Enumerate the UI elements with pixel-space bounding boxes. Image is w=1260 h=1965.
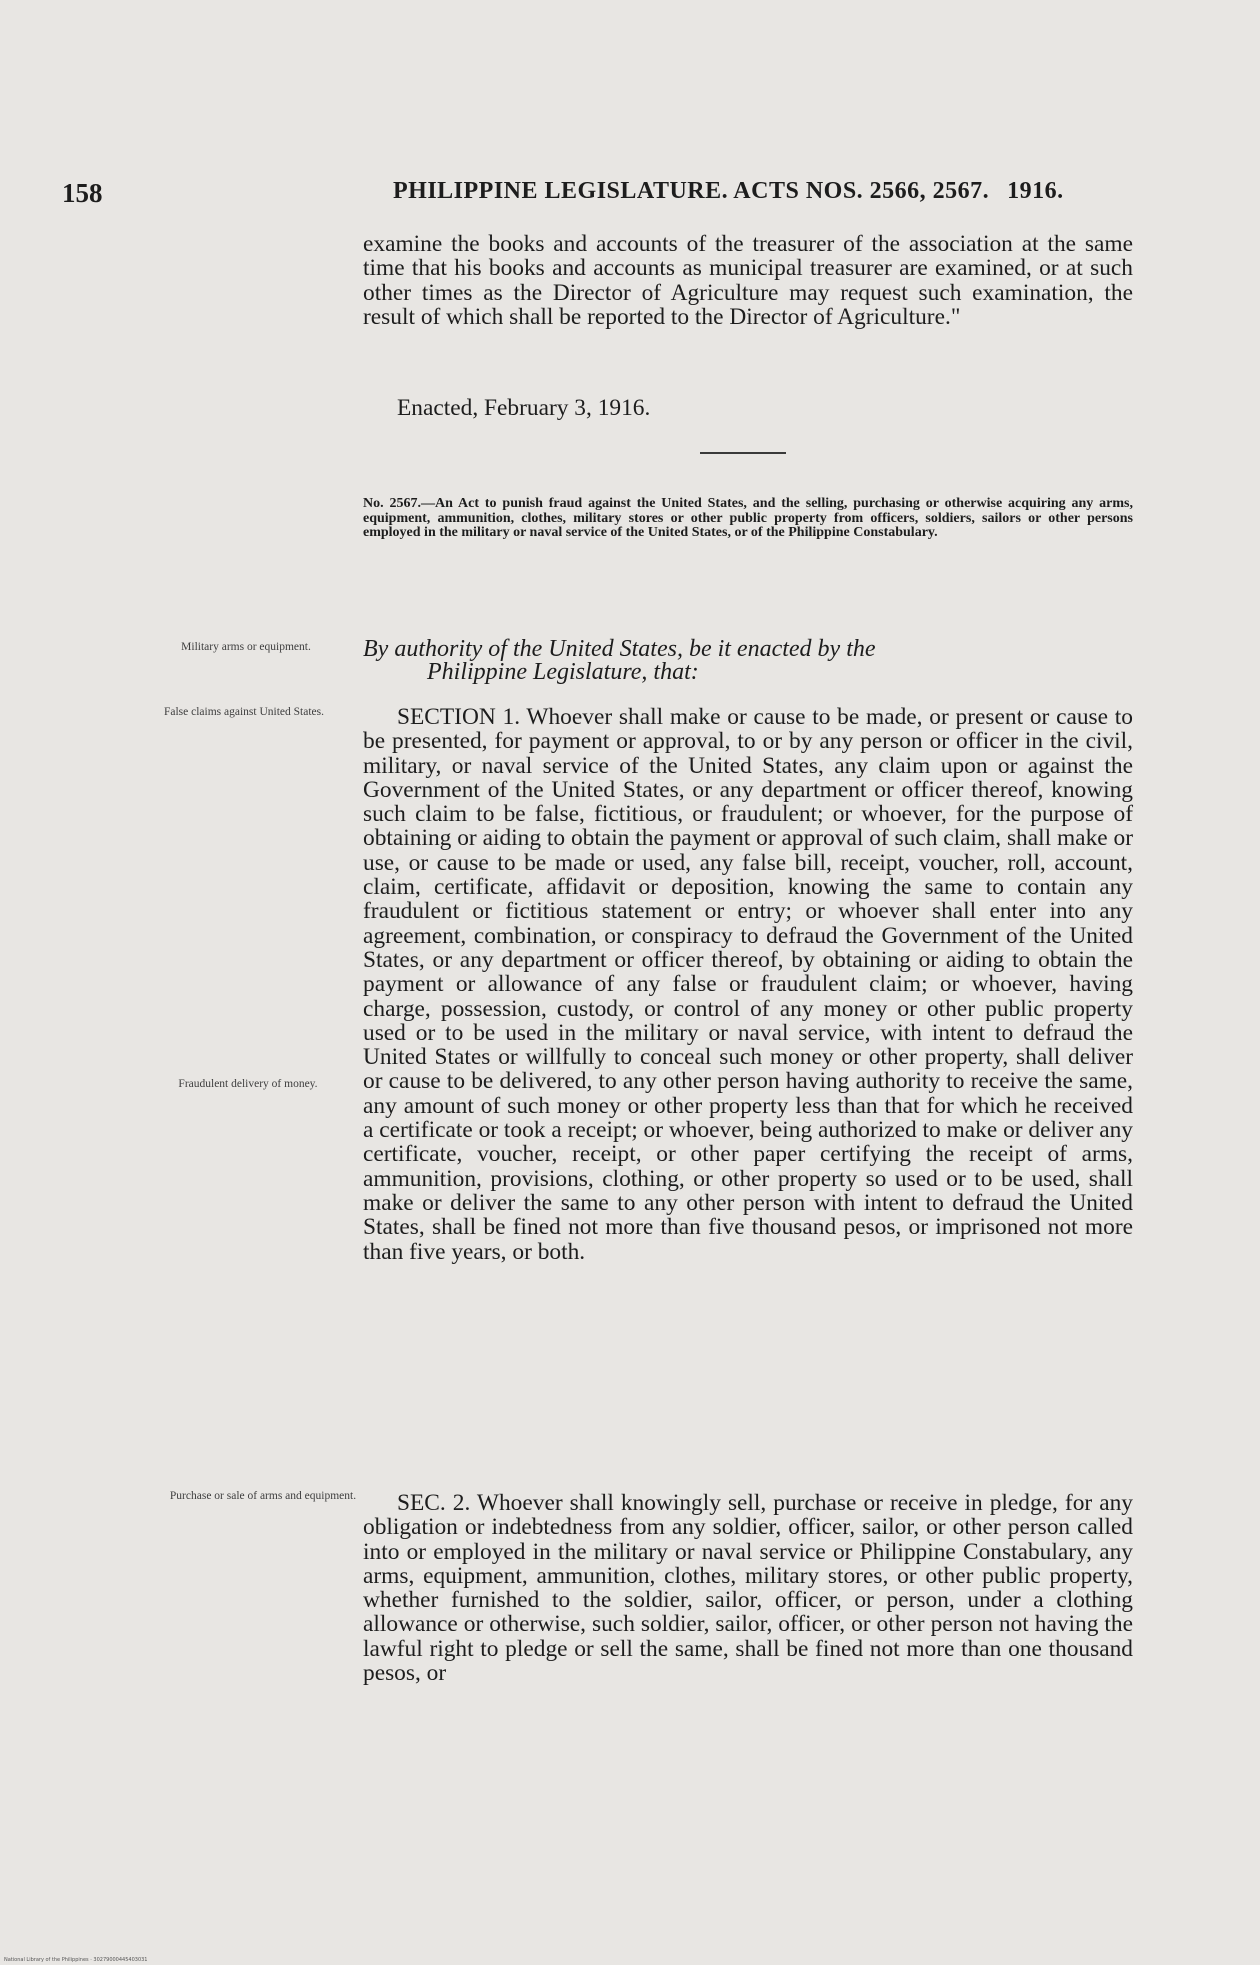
margin-note-purchase-sale: Purchase or sale of arms and equipment. bbox=[169, 1490, 357, 1502]
running-head-title: PHILIPPINE LEGISLATURE. ACTS NOS. 2566, 2567. bbox=[393, 178, 990, 204]
margin-note-military-arms: Military arms or equipment. bbox=[181, 641, 311, 653]
section-1 bbox=[363, 705, 1133, 1264]
continued-text: examine the books and accounts of the treasurer of the association at the same time that his books and accounts as municipal treasurer are examined, or at such other times as the Director of Agriculture may request such examination, the result of which shall be reported to the Director of Agriculture." bbox=[363, 231, 1133, 330]
running-head-year: 1916. bbox=[1007, 178, 1064, 204]
enacting-clause bbox=[363, 638, 1133, 684]
scan-credit: National Library of the Philippines · 30279000445403031 bbox=[4, 1957, 148, 1963]
act-heading bbox=[363, 497, 1133, 541]
margin-note-fraudulent-delivery: Fraudulent delivery of money. bbox=[178, 1078, 318, 1090]
enacting-clause-line1: By authority of the United States, be it enacted by the bbox=[363, 636, 876, 662]
section-1-text: SECTION 1. Whoever shall make or cause to be made, or present or cause to be presented, for payment or approval, to or by any person or officer in the civil, military, or naval service of the United States, any claim upon or against the Government of the United States, or any department or officer thereof, knowing such claim to be false, fictitious, or fraudulent; or whoever, for the purpose of obtaining or aiding to obtain the payment or approval of such claim, shall make or use, or cause to be made or used, any false bill, receipt, voucher, roll, account, claim, certificate, affidavit or deposition, knowing the same to contain any fraudulent or fictitious statement or entry; or whoever shall enter into any agreement, combination, or conspiracy to defraud the Government of the United States, or any department or officer thereof, by obtaining or aiding to obtain the payment or allowance of any false or fraudulent claim; or whoever, having charge, possession, custody, or control of any money or other public property used or to be used in the military or naval service, with intent to defraud the United States or willfully to conceal such money or other property, shall deliver or cause to be delivered, to any other person having authority to receive the same, any amount of such money or other property less than that for which he received a certificate or took a receipt; or whoever, being authorized to make or deliver any certificate, voucher, receipt, or other paper certifying the receipt of arms, ammunition, provisions, clothing, or other property so used or to be used, shall make or deliver the same to any other person with intent to defraud the United States, shall be fined not more than five thousand pesos, or imprisoned not more than five years, or both. bbox=[363, 704, 1133, 1265]
section-2-text: SEC. 2. Whoever shall knowingly sell, purchase or receive in pledge, for any obligation or indebtedness from any soldier, officer, sailor, or other person called into or employed in the military or naval service or Philippine Constabulary, any arms, equipment, ammunition, clothes, military stores, or other public property, whether furnished to the soldier, sailor, officer, or person, under a clothing allowance or otherwise, such soldier, sailor, officer, or other person not having the lawful right to pledge or sell the same, shall be fined not more than one thousand pesos, or bbox=[363, 1490, 1133, 1687]
act-number: No. 2567. bbox=[363, 496, 421, 511]
act-title: —An Act to punish fraud against the United States, and the selling, purchasing or otherwise acquiring any arms, equipment, ammunition, clothes, military stores or other public property from officers, soldiers, sailors or other persons employed in the military or naval service of the United States, or of the Philippine Constabulary. bbox=[363, 496, 1133, 541]
enacting-clause-line2: Philippine Legislature, that: bbox=[427, 659, 699, 685]
section-divider bbox=[700, 452, 786, 454]
section-2 bbox=[363, 1491, 1133, 1685]
page-number: 158 bbox=[62, 178, 103, 208]
running-head bbox=[393, 178, 1064, 205]
margin-note-false-claims: False claims against United States. bbox=[163, 706, 324, 718]
continued-paragraph bbox=[363, 232, 1133, 329]
enactment-date: Enacted, February 3, 1916. bbox=[397, 395, 651, 421]
